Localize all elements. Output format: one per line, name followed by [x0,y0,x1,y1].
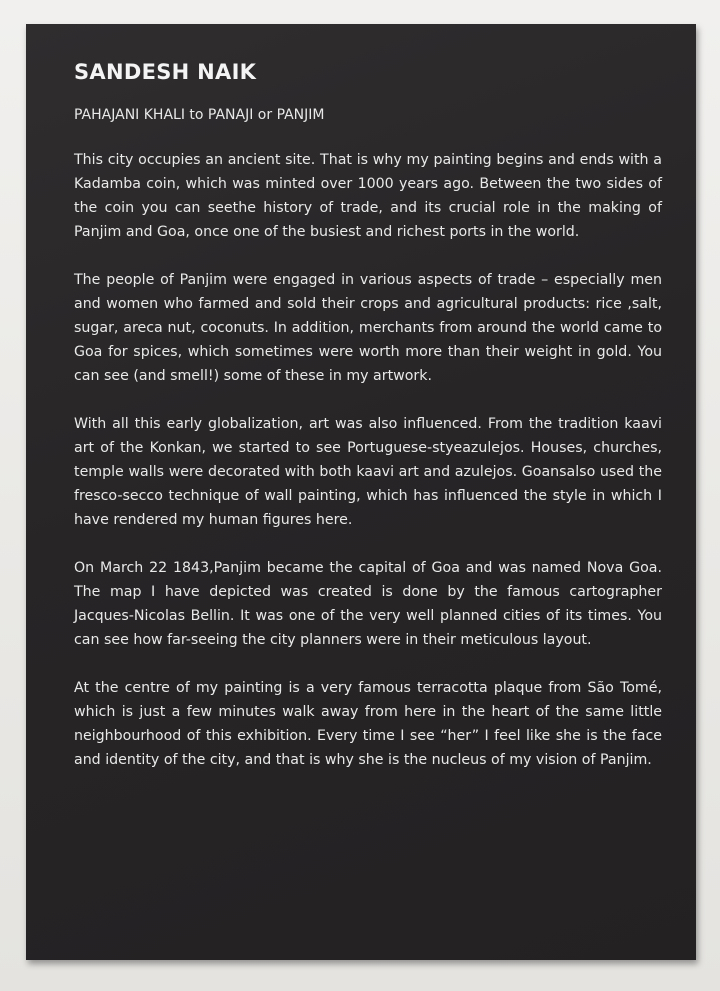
artist-name: SANDESH NAIK [74,60,257,84]
paragraph-capital: On March 22 1843,Panjim became the capital of Goa and was named Nova Goa. The map I have depicted was created is done by the famous cartographer Jacques-Nicolas Bellin. It was one of the very well planned cities of its times. You can see how far-seeing the city planners were in their meticulous layout. [74,559,662,648]
exhibition-plaque [26,24,696,960]
paragraph-terracotta: At the centre of my painting is a very famous terracotta plaque from São Tomé, which is just a few minutes walk away from here in the heart of the same little neighbourhood of this exhibition. Every time I see “her” I feel like she is the face and identity of the city, and that is why she is the nucleus of my vision of Panjim. [74,679,662,768]
paragraph-globalization: With all this early globalization, art was also influenced. From the tradition kaavi art of the Konkan, we started to see Portuguese-styeazulejos. Houses, churches, temple walls were decorated with both kaavi art and azulejos. Goansalso used the fresco-secco technique of wall painting, which has influenced the style in which I have rendered my human figures here. [74,415,662,528]
paragraph-ancient-site: This city occupies an ancient site. That is why my painting begins and ends with a Kadamba coin, which was minted over 1000 years ago. Between the two sides of the coin you can seethe history of trade, and its crucial role in the making of Panjim and Goa, once one of the busiest and richest ports in the world. [74,151,662,240]
artwork-title: PAHAJANI KHALI to PANAJI or PANJIM [74,107,325,124]
paragraph-trade: The people of Panjim were engaged in various aspects of trade – especially men and women who farmed and sold their crops and agricultural products: rice ,salt, sugar, areca nut, coconuts. In addition, merchants from around the world came to Goa for spices, which sometimes were worth more than their weight in gold. You can see (and smell!) some of these in my artwork. [74,271,662,384]
